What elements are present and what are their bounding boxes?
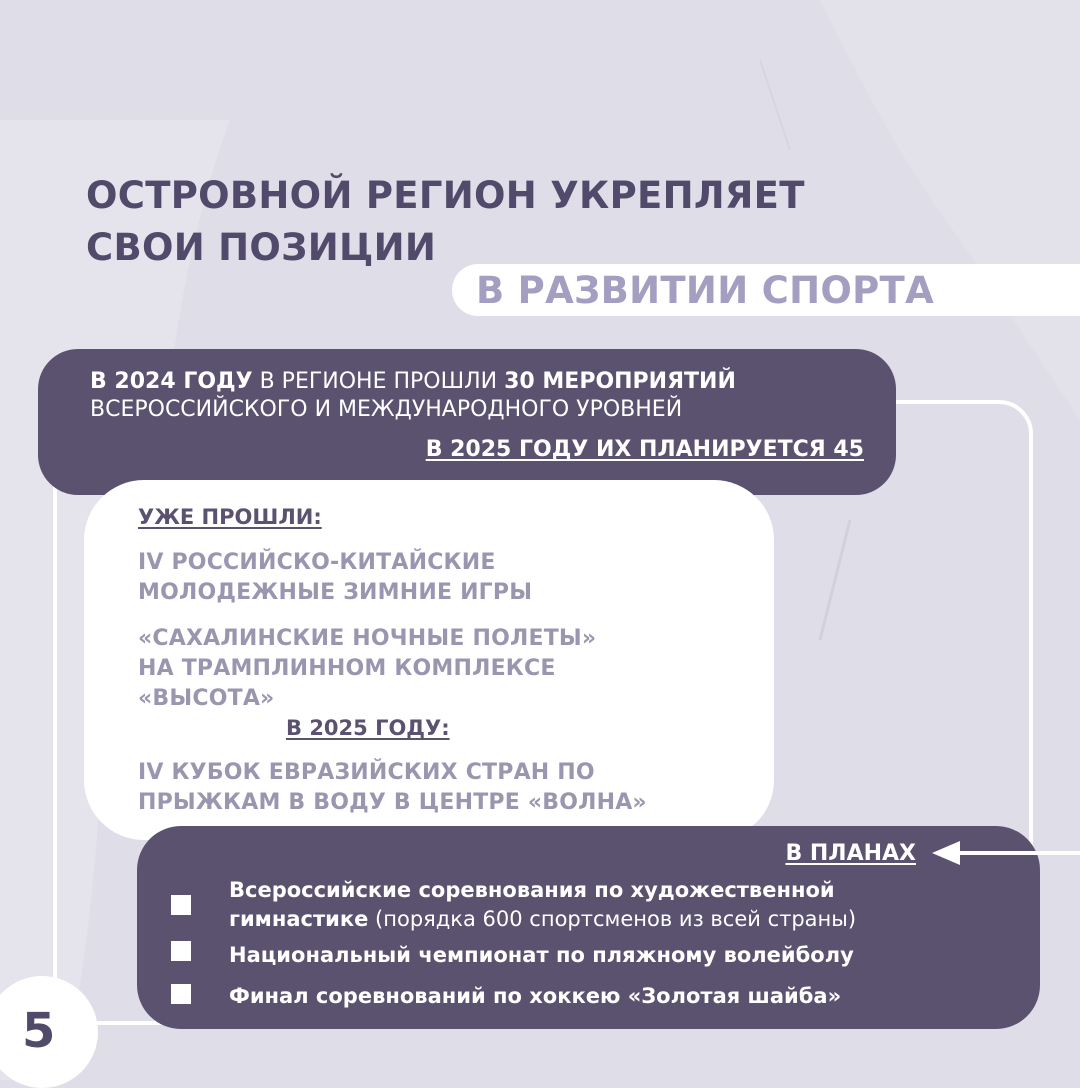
square-bullet-icon [171,941,191,961]
plan-item-3-text: Финал соревнований по хоккею «Золотая шайба» [229,984,842,1008]
passed-heading: УЖЕ ПРОШЛИ: [138,505,322,529]
plan-item-text [229,982,841,1011]
plan-item-2-text: Национальный чемпионат по пляжному волейболу [229,943,854,967]
plans-heading: В ПЛАНАХ [785,841,916,866]
plan-item-1-regular: (порядка 600 спортсменов из всей страны) [368,907,857,931]
title-line-1: ОСТРОВНОЙ РЕГИОН УКРЕПЛЯЕТ [86,174,805,217]
title-line-2: СВОИ ПОЗИЦИИ [86,226,437,269]
summary-box [38,349,896,495]
plans-box [137,826,1040,1029]
event-sakhalin-night-flights: «САХАЛИНСКИЕ НОЧНЫЕ ПОЛЕТЫ» НА ТРАМПЛИННОМ КОМПЛЕКСЕ «ВЫСОТА» [138,626,597,711]
year-2025-heading: В 2025 ГОДУ: [286,716,450,740]
summary-regular-text: В РЕГИОНЕ ПРОШЛИ [252,369,505,394]
page-number: 5 [22,1003,56,1059]
summary-line-1 [90,367,736,397]
page-title [86,170,805,274]
summary-line-2: ВСЕРОССИЙСКОГО И МЕЖДУНАРОДНОГО УРОВНЕЙ [90,397,683,422]
title-highlight: В РАЗВИТИИ СПОРТА [476,269,935,312]
plan-item-text [229,876,856,934]
summary-count-bold: 30 МЕРОПРИЯТИЙ [504,369,736,394]
title-highlight-pill [452,264,1080,316]
plan-item-1-bold-line-1: Всероссийские соревнования по художественной [229,878,835,902]
summary-year-bold: В 2024 ГОДУ [90,369,253,394]
summary-plan-2025: В 2025 ГОДУ ИХ ПЛАНИРУЕТСЯ 45 [425,437,864,462]
event-russian-chinese-games: IV РОССИЙСКО-КИТАЙСКИЕ МОЛОДЕЖНЫЕ ЗИМНИЕ ИГРЫ [138,550,533,605]
event-eurasian-diving-cup: IV КУБОК ЕВРАЗИЙСКИХ СТРАН ПО ПРЫЖКАМ В ВОДУ В ЦЕНТРЕ «ВОЛНА» [138,760,647,815]
square-bullet-icon [171,895,191,915]
arrow-left-icon [930,838,1080,868]
plan-item-1-bold-line-2: гимнастике [229,907,369,931]
plan-item-text [229,941,854,970]
square-bullet-icon [171,984,191,1004]
